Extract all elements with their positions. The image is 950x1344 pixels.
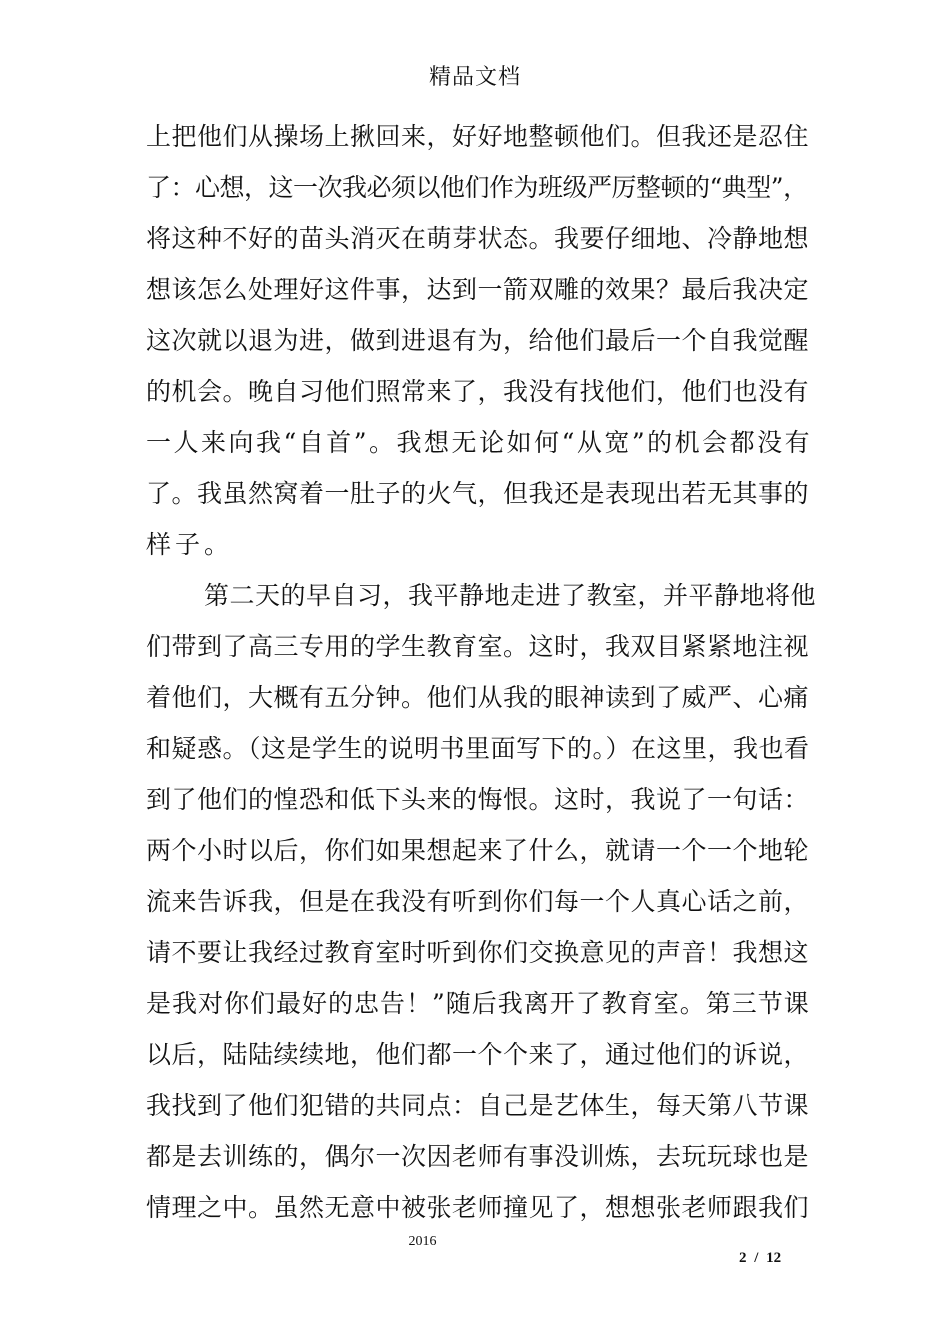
text-line: 以后，陆陆续续地，他们都一个个来了，通过他们的诉说， xyxy=(146,1040,810,1069)
text-line: 想该怎么处理好这件事，达到一箭双雕的效果？最后我决定 xyxy=(146,275,810,304)
text-line: 两个小时以后，你们如果想起来了什么，就请一个一个地轮 xyxy=(146,836,810,865)
page-number xyxy=(737,1249,783,1267)
page-header-title: 精品文档 xyxy=(428,65,521,90)
text-line: 和疑惑。（这是学生的说明书里面写下的。）在这里，我也看 xyxy=(146,734,810,763)
text-line: 情理之中。虽然无意中被张老师撞见了，想想张老师跟我们 xyxy=(146,1193,810,1222)
text-line: 样子。 xyxy=(146,530,234,559)
text-line: 都是去训练的，偶尔一次因老师有事没训炼，去玩玩球也是 xyxy=(146,1142,810,1171)
page-total: 12 xyxy=(766,1250,782,1266)
text-line: 这次就以退为进，做到进退有为，给他们最后一个自我觉醒 xyxy=(146,326,810,355)
text-line: 们带到了高三专用的学生教育室。这时，我双目紧紧地注视 xyxy=(146,632,810,661)
text-line: 了：心想，这一次我必须以他们作为班级严厉整顿的“典型”， xyxy=(146,173,808,202)
paragraph-first-line: 第二天的早自习，我平静地走进了教室，并平静地将他 xyxy=(204,581,817,610)
text-line: 着他们，大概有五分钟。他们从我的眼神读到了威严、心痛 xyxy=(146,683,810,712)
text-line: 了。我虽然窝着一肚子的火气，但我还是表现出若无其事的 xyxy=(146,479,810,508)
text-line: 一人来向我“自首”。我想无论如何“从宽”的机会都没有 xyxy=(146,428,813,457)
page-current: 2 xyxy=(739,1250,747,1266)
text-line: 流来告诉我，但是在我没有听到你们每一个人真心话之前， xyxy=(146,887,810,916)
document-body xyxy=(146,120,818,1242)
footer-year: 2016 xyxy=(408,1234,437,1249)
text-line: 的机会。晚自习他们照常来了，我没有找他们，他们也没有 xyxy=(146,377,810,406)
text-line: 请不要让我经过教育室时听到你们交换意见的声音！我想这 xyxy=(146,938,810,967)
text-line: 上把他们从操场上揪回来，好好地整顿他们。但我还是忍住 xyxy=(146,122,810,151)
text-line: 到了他们的惶恐和低下头来的悔恨。这时，我说了一句话： xyxy=(146,785,810,814)
text-line: 是我对你们最好的忠告！”随后我离开了教育室。第三节课 xyxy=(146,989,810,1018)
text-line: 我找到了他们犯错的共同点：自己是艺体生，每天第八节课 xyxy=(146,1091,810,1120)
text-line: 将这种不好的苗头消灭在萌芽状态。我要仔细地、冷静地想 xyxy=(146,224,810,253)
page-separator: / xyxy=(754,1250,759,1266)
